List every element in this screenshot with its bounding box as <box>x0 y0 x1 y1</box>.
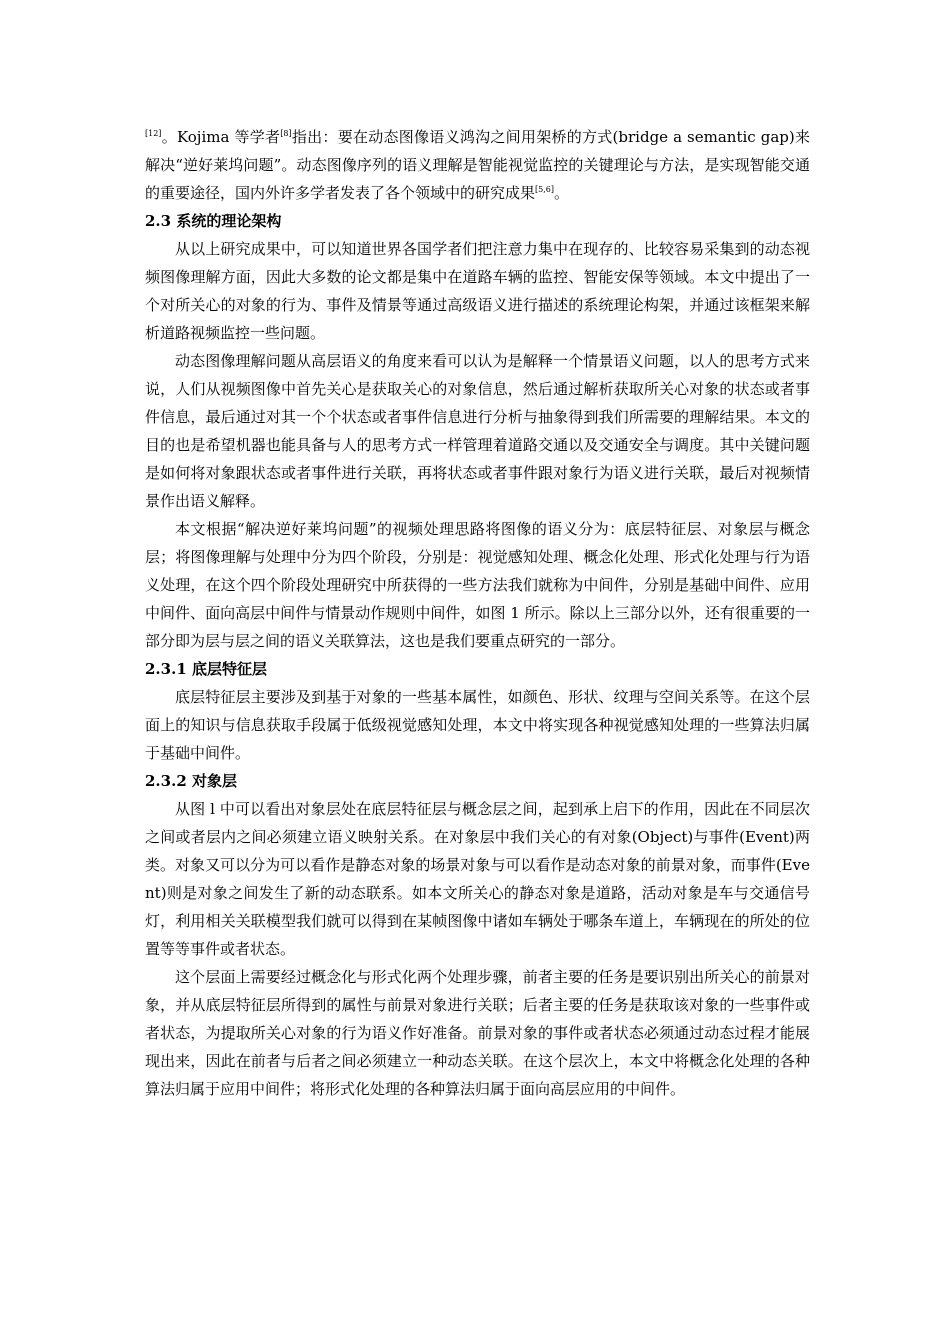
paragraph-text: 这个层面上需要经过概念化与形式化两个处理步骤，前者主要的任务是要识别出所关心的前景对象，并从底层特征层所得到的属性与前景对象进行关联；后者主要的任务是获取该对象的一些事件或者状态，为提取所关心对象的行为语义作好准备。前景对象的事件或者状态必须通过动态过程才能展现出来，因此在前者与后者之间必须建立一种动态关联。在这个层次上，本文中将概念化处理的各种算法归属于应用中间件；将形式化处理的各种算法归属于面向高层应用的中间件。 <box>145 968 810 1098</box>
paragraph-text: 从以上研究成果中，可以知道世界各国学者们把注意力集中在现存的、比较容易采集到的动态视频图像理解方面，因此大多数的论文都是集中在道路车辆的监控、智能安保等领域。本文中提出了一个对所关心的对象的行为、事件及情景等通过高级语义进行描述的系统理论构架，并通过该框架来解析道路视频监控一些问题。 <box>145 240 810 342</box>
document-page <box>145 123 810 1103</box>
paragraph-intro <box>145 123 810 207</box>
citation-ref: [5,6] <box>535 185 554 194</box>
paragraph <box>145 683 810 767</box>
paragraph <box>145 963 810 1103</box>
paragraph-text: 指出：要在动态图像语义鸿沟之间用架桥的方式(bridge a semantic gap)来解决“逆好莱坞问题”。动态图像序列的语义理解是智能视觉监控的关键理论与方法，是实现智能交通的重要途径，国内外许多学者发表了各个领域中的研究成果 <box>145 128 810 202</box>
subsection-heading: 2.3.1 底层特征层 <box>145 660 267 678</box>
paragraph-text: 。Kojima 等学者 <box>161 128 281 146</box>
section-heading: 2.3 系统的理论架构 <box>145 212 282 230</box>
paragraph <box>145 347 810 515</box>
paragraph <box>145 235 810 347</box>
subsection-heading: 2.3.2 对象层 <box>145 772 237 790</box>
paragraph <box>145 515 810 655</box>
citation-ref: [12] <box>145 129 162 138</box>
paragraph <box>145 795 810 963</box>
paragraph-text: 本文根据“解决逆好莱坞问题”的视频处理思路将图像的语义分为：底层特征层、对象层与概念层；将图像理解与处理中分为四个阶段，分别是：视觉感知处理、概念化处理、形式化处理与行为语义处理，在这个四个阶段处理研究中所获得的一些方法我们就称为中间件，分别是基础中间件、应用中间件、面向高层中间件与情景动作规则中间件，如图 1 所示。除以上三部分以外，还有很重要的一部分即为层与层之间的语义关联算法，这也是我们要重点研究的一部分。 <box>145 520 810 650</box>
paragraph-text: 底层特征层主要涉及到基于对象的一些基本属性，如颜色、形状、纹理与空间关系等。在这个层面上的知识与信息获取手段属于低级视觉感知处理，本文中将实现各种视觉感知处理的一些算法归属于基础中间件。 <box>145 688 810 762</box>
paragraph-text: 动态图像理解问题从高层语义的角度来看可以认为是解释一个情景语义问题，以人的思考方式来说，人们从视频图像中首先关心是获取关心的对象信息，然后通过解析获取所关心对象的状态或者事件信息，最后通过对其一个个状态或者事件信息进行分析与抽象得到我们所需要的理解结果。本文的目的也是希望机器也能具备与人的思考方式一样管理着道路交通以及交通安全与调度。其中关键问题是如何将对象跟状态或者事件进行关联，再将状态或者事件跟对象行为语义进行关联，最后对视频情景作出语义解释。 <box>145 352 810 510</box>
paragraph-text: 。 <box>553 184 569 202</box>
paragraph-text: 从图 l 中可以看出对象层处在底层特征层与概念层之间，起到承上启下的作用，因此在不同层次之间或者层内之间必须建立语义映射关系。在对象层中我们关心的有对象(Object)与事件(Event)两类。对象又可以分为可以看作是静态对象的场景对象与可以看作是动态对象的前景对象，而事件(Event)则是对象之间发生了新的动态联系。如本文所关心的静态对象是道路，活动对象是车与交通信号灯，利用相关关联模型我们就可以得到在某帧图像中诸如车辆处于哪条车道上，车辆现在的所处的位置等等事件或者状态。 <box>145 800 810 958</box>
citation-ref: [8] <box>280 129 292 138</box>
